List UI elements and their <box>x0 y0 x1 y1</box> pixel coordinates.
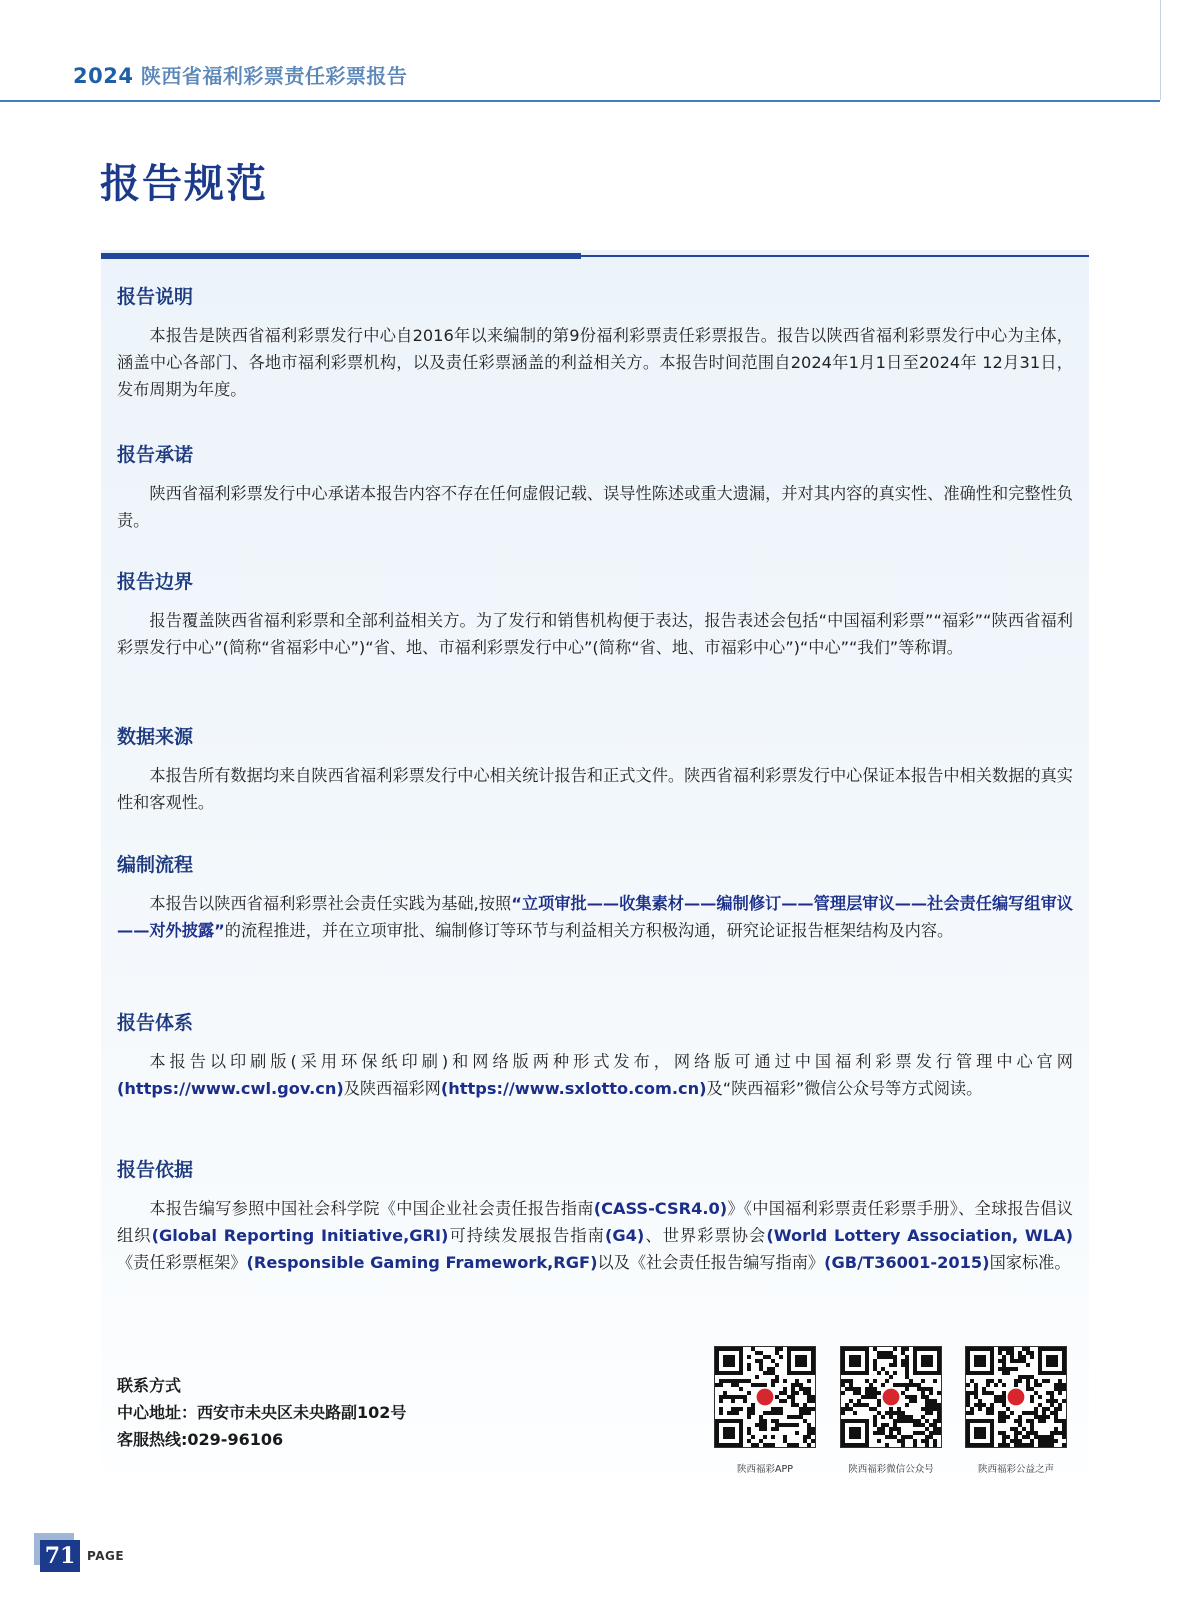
body-text: 可持续发展报告指南 <box>448 1226 605 1245</box>
contact-hotline: 客服热线:029-96106 <box>117 1430 284 1449</box>
qr-app[interactable] <box>714 1346 816 1475</box>
section-report-description <box>117 282 1073 403</box>
page-title: 报告规范 <box>100 161 268 207</box>
body-text: 《责任彩票框架》 <box>117 1253 247 1272</box>
body-text: 及“陕西福彩”微信公众号等方式阅读。 <box>706 1079 983 1098</box>
section-body: 本报告所有数据均来自陕西省福利彩票发行中心相关统计报告和正式文件。陕西省福利彩票发行中心保证本报告中相关数据的真实性和客观性。 <box>117 766 1073 812</box>
page-label: PAGE <box>87 1549 125 1563</box>
contact-address: 中心地址：西安市未央区未央路副102号 <box>117 1403 407 1422</box>
section-body <box>117 1048 1073 1102</box>
qr-wechat[interactable] <box>840 1346 942 1475</box>
body-text: 本报告编写参照中国社会科学院《中国企业社会责任报告指南 <box>149 1199 594 1218</box>
body-text: 国家标准。 <box>989 1253 1071 1272</box>
section-report-commitment <box>117 440 1073 534</box>
section-body <box>117 890 1073 944</box>
section-title: 编制流程 <box>117 854 194 876</box>
title-rule-thick <box>101 253 581 259</box>
section-title: 报告体系 <box>117 1012 194 1034</box>
section-title: 报告依据 <box>117 1159 194 1181</box>
section-body: 陕西省福利彩票发行中心承诺本报告内容不存在任何虚假记载、误导性陈述或重大遗漏，并对其内容的真实性、准确性和完整性负责。 <box>117 484 1073 530</box>
ref-gri: (Global Reporting Initiative,GRI) <box>151 1226 449 1245</box>
ref-wla: (World Lottery Association, WLA) <box>766 1226 1074 1245</box>
section-report-boundary <box>117 567 1073 661</box>
qr-code-icon <box>714 1346 816 1448</box>
page-edge <box>1160 0 1161 100</box>
body-text: 以及《社会责任报告编写指南》 <box>597 1253 825 1272</box>
qr-charity-voice[interactable] <box>965 1346 1067 1475</box>
body-text: 本报告以陕西省福利彩票社会责任实践为基础,按照 <box>149 894 512 913</box>
section-report-system <box>117 1008 1073 1102</box>
ref-cass: (CASS-CSR4.0) <box>593 1199 728 1218</box>
body-text: 及陕西福彩网 <box>343 1079 441 1098</box>
page-number: 71 <box>40 1540 80 1572</box>
ref-gb: (GB/T36001-2015) <box>824 1253 990 1272</box>
ref-rgf: (Responsible Gaming Framework,RGF) <box>246 1253 598 1272</box>
process-steps: “立项审批——收集素材——编制修订——管理层审议——社会责任编写组审议——对外披露” <box>117 894 1073 940</box>
body-text: 、世界彩票协会 <box>644 1226 767 1245</box>
body-text: 的流程推进，并在立项审批、编制修订等环节与利益相关方积极沟通，研究论证报告框架结构及内容。 <box>224 921 954 940</box>
contact-label: 联系方式 <box>117 1376 182 1395</box>
header-report-name: 陕西省福利彩票责任彩票报告 <box>140 64 408 88</box>
section-data-source <box>117 722 1073 816</box>
title-rule-thin <box>581 255 1089 257</box>
qr-caption: 陕西福彩公益之声 <box>977 1464 1054 1475</box>
contact-info <box>117 1372 406 1453</box>
section-title: 数据来源 <box>117 726 194 748</box>
body-text: 本报告以印刷版(采用环保纸印刷)和网络版两种形式发布，网络版可通过中国福利彩票发行管理中心官网 <box>149 1052 1073 1071</box>
qr-caption: 陕西福彩微信公众号 <box>848 1464 934 1475</box>
page-header <box>0 0 1190 102</box>
qr-code-icon <box>840 1346 942 1448</box>
sxlotto-url-link[interactable]: (https://www.sxlotto.com.cn) <box>440 1079 707 1098</box>
section-report-basis <box>117 1155 1073 1276</box>
qr-caption: 陕西福彩APP <box>737 1464 793 1475</box>
ref-g4: (G4) <box>604 1226 645 1245</box>
header-year: 2024 <box>73 64 134 88</box>
section-body: 本报告是陕西省福利彩票发行中心自2016年以来编制的第9份福利彩票责任彩票报告。报告以陕西省福利彩票发行中心为主体，涵盖中心各部门、各地市福利彩票机构，以及责任彩票涵盖的利益相关方。本报告时间范围自2024年1月1日至2024年 12月31日，发布周期为年度。 <box>117 326 1073 399</box>
qr-code-icon <box>965 1346 1067 1448</box>
section-body: 报告覆盖陕西省福利彩票和全部利益相关方。为了发行和销售机构便于表达，报告表述会包括“中国福利彩票”“福彩”“陕西省福利彩票发行中心”(简称“省福彩中心”)“省、地、市福利彩票发行中心”(简称“省、地、市福彩中心”)“中心”“我们”等称谓。 <box>117 611 1073 657</box>
cwl-url-link[interactable]: (https://www.cwl.gov.cn) <box>117 1079 344 1098</box>
header-title <box>73 60 407 89</box>
section-title: 报告说明 <box>117 286 194 308</box>
body-text: 》《中国福利彩票责任彩票手册》、全球报告倡议组织 <box>117 1199 1073 1245</box>
section-compilation-process <box>117 850 1073 944</box>
section-title: 报告边界 <box>117 571 194 593</box>
header-divider <box>0 100 1160 102</box>
section-title: 报告承诺 <box>117 444 194 466</box>
section-body <box>117 1195 1073 1276</box>
